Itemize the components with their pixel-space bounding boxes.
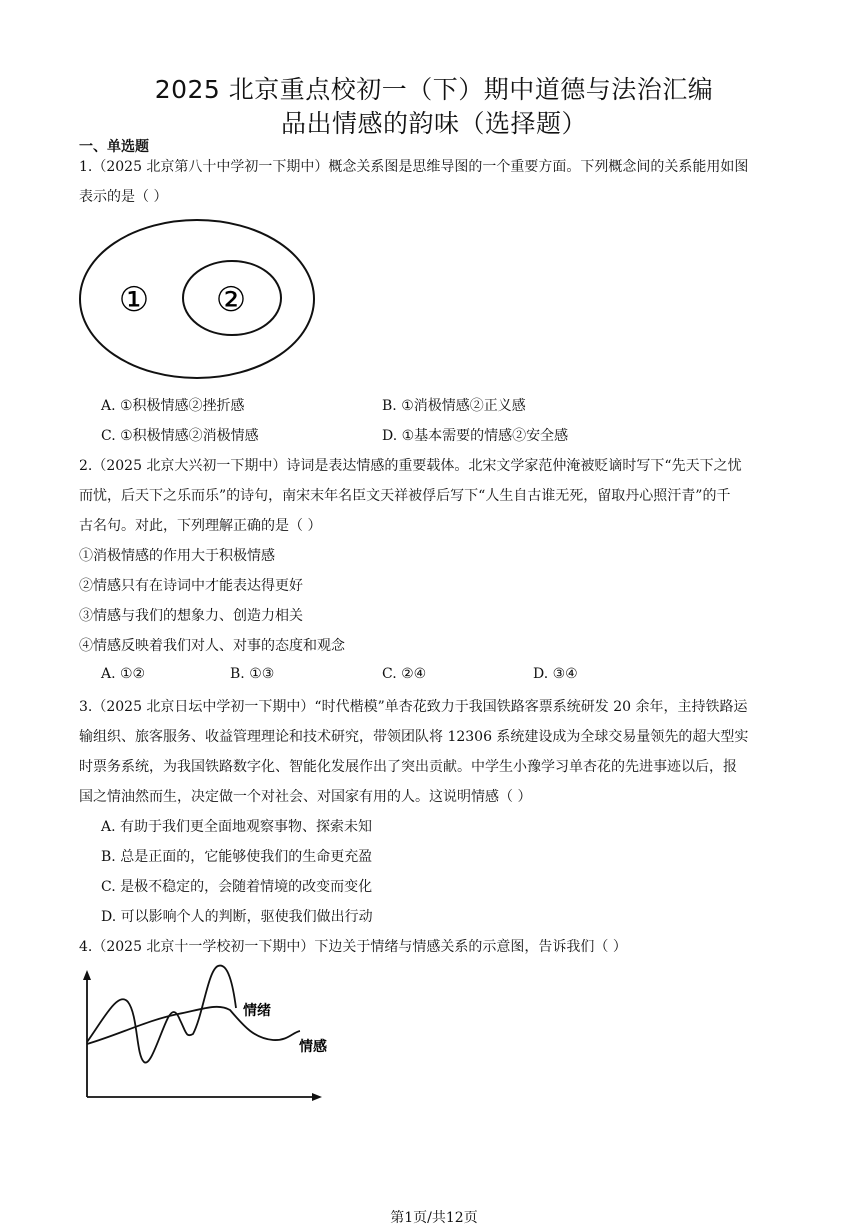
q3-option-b[interactable]: B. 总是正面的，它能够使我们的生命更充盈 [101,849,373,865]
q1-option-b[interactable]: B. ①消极情感②正义感 [382,398,526,414]
q3-stem-line-4: 国之情油然而生，决定做一个对社会、对国家有用的人。这说明情感（ ） [79,789,532,805]
q3-option-d[interactable]: D. 可以影响个人的判断，驱使我们做出行动 [101,909,373,925]
q2-stem-line-3: 古名句。对此，下列理解正确的是（ ） [79,518,322,534]
q2-option-c[interactable]: C. ②④ [382,666,427,682]
q2-stem-line-1: 2.（2025 北京大兴初一下期中）诗词是表达情感的重要载体。北宋文学家范仲淹被贬谪时写下“先天下之忧 [79,458,742,474]
x-axis-arrow [312,1093,322,1101]
emotion-feeling-diagram [78,960,338,1105]
q1-stem-line-2: 表示的是（ ） [79,189,168,205]
q1-option-c[interactable]: C. ①积极情感②消极情感 [101,428,259,444]
y-axis-arrow [83,970,91,980]
q2-statement-2: ②情感只有在诗词中才能表达得更好 [79,578,303,594]
q2-option-b[interactable]: B. ①③ [230,666,275,682]
q2-option-d[interactable]: D. ③④ [533,666,578,682]
concept-diagram [78,218,323,383]
section-heading: 一、单选题 [79,139,149,155]
emotion-label: 情绪 [243,1003,271,1019]
q3-stem-line-1: 3.（2025 北京日坛中学初一下期中）“时代楷模”单杏花致力于我国铁路客票系统研发 20 余年，主持铁路运 [79,699,748,715]
q3-stem-line-2: 输组织、旅客服务、收益管理理论和技术研究，带领团队将 12306 系统建设成为全球交易量领先的超大型实 [79,729,749,745]
page-footer: 第1页/共12页 [390,1210,478,1226]
q1-option-a[interactable]: A. ①积极情感②挫折感 [101,398,245,414]
q2-statement-1: ①消极情感的作用大于积极情感 [79,548,275,564]
inner-label: ② [215,280,247,320]
q2-statement-4: ④情感反映着我们对人、对事的态度和观念 [79,638,345,654]
q3-option-c[interactable]: C. 是极不稳定的，会随着情境的改变而变化 [101,879,373,895]
feeling-label: 情感 [299,1039,327,1055]
emotion-curve [87,966,236,1063]
q2-statement-3: ③情感与我们的想象力、创造力相关 [79,608,303,624]
outer-ellipse [80,220,314,378]
page-subtitle: 品出情感的韵味（选择题） [280,109,587,138]
q2-stem-line-2: 而忧，后天下之乐而乐”的诗句，南宋末年名臣文天祥被俘后写下“人生自古谁无死，留取丹心照汗青”的千 [79,488,731,504]
outer-label: ① [118,280,150,320]
q2-option-a[interactable]: A. ①② [101,666,146,682]
page-title: 2025 北京重点校初一（下）期中道德与法治汇编 [154,75,714,104]
q1-stem-line-1: 1.（2025 北京第八十中学初一下期中）概念关系图是思维导图的一个重要方面。下列概念间的关系能用如图 [79,159,749,175]
q3-stem-line-3: 时票务系统，为我国铁路数字化、智能化发展作出了突出贡献。中学生小豫学习单杏花的先进事迹以后，报 [79,759,737,775]
q4-stem-line-1: 4.（2025 北京十一学校初一下期中）下边关于情绪与情感关系的示意图，告诉我们（ ） [79,939,627,955]
q3-option-a[interactable]: A. 有助于我们更全面地观察事物、探索未知 [101,819,373,835]
q1-option-d[interactable]: D. ①基本需要的情感②安全感 [382,428,569,444]
